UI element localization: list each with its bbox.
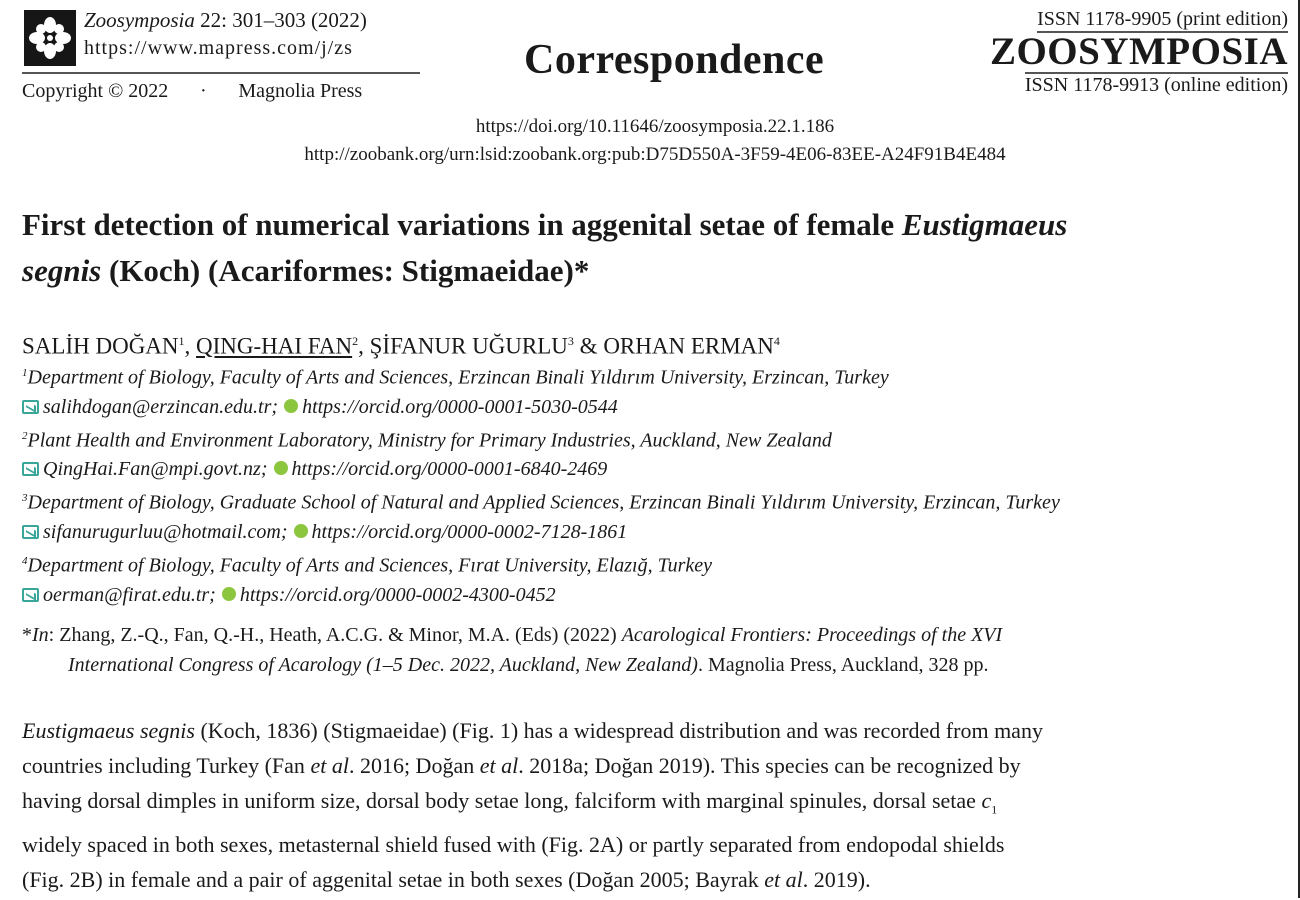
author-separator: & xyxy=(573,333,604,359)
footnote-text: . Magnolia Press, Auckland, 328 pp. xyxy=(697,654,989,676)
email-link[interactable]: sifanurugurluu@hotmail.com; xyxy=(43,520,288,543)
affiliation-text: Department of Biology, Faculty of Arts and Sciences, Fırat University, Elazığ, Turkey xyxy=(27,554,713,577)
orcid-icon xyxy=(274,461,288,475)
affiliations xyxy=(22,359,1290,610)
contact-line xyxy=(22,581,1290,610)
footnote-line xyxy=(22,650,1290,680)
paragraph-line xyxy=(22,862,1290,897)
affiliation-line xyxy=(22,422,1290,456)
header-divider xyxy=(22,72,420,74)
title-text: First detection of numerical variations in aggenital setae of female xyxy=(22,207,902,242)
zoobank-link[interactable]: http://zoobank.org/urn:lsid:zoobank.org:pub:D75D550A-3F59-4E06-83EE-A24F91B4E484 xyxy=(304,144,1006,165)
affiliation-sup: 3 xyxy=(22,492,28,505)
paragraph-text: . 2018a; Doğan 2019). This species can be recognized by xyxy=(518,753,1021,778)
doi-link[interactable]: https://doi.org/10.11646/zoosymposia.22.1.186 xyxy=(475,116,835,137)
publisher-name: Magnolia Press xyxy=(238,80,363,102)
author-name: ORHAN ERMAN xyxy=(603,333,774,359)
affiliation-text: Department of Biology, Graduate School of Natural and Applied Sciences, Erzincan Binali Yıldırım University, Erzincan, Turkey xyxy=(27,491,1060,514)
email-link[interactable]: oerman@firat.edu.tr; xyxy=(43,583,216,606)
email-icon xyxy=(22,400,39,414)
seta-symbol: c xyxy=(981,788,992,813)
copyright-line xyxy=(22,78,362,104)
contact-line xyxy=(22,518,1290,547)
affiliation-sup: 2 xyxy=(22,429,28,442)
et-al: et al xyxy=(479,753,519,778)
paragraph-line xyxy=(22,713,1290,748)
paragraph-text: . 2019). xyxy=(802,867,871,893)
author-affil-sup: 2 xyxy=(352,334,359,348)
author-affil-sup: 3 xyxy=(567,334,574,348)
email-icon xyxy=(22,462,39,476)
paragraph-line xyxy=(22,827,1290,862)
affiliation-sup: 1 xyxy=(22,367,28,379)
paragraph-line xyxy=(22,748,1290,783)
author-separator: , xyxy=(184,333,197,359)
orcid-link[interactable]: https://orcid.org/0000-0002-4300-0452 xyxy=(239,583,556,606)
journal-info xyxy=(84,6,367,62)
contact-line xyxy=(22,393,1290,422)
orcid-link[interactable]: https://orcid.org/0000-0001-6840-2469 xyxy=(291,458,608,481)
author-name-corresponding: QING-HAI FAN xyxy=(196,333,353,359)
paragraph-text: having dorsal dimples in uniform size, dorsal body setae long, falciform with marginal spinules, dorsal setae xyxy=(22,788,982,813)
copyright-text: Copyright © 2022 xyxy=(22,80,169,102)
flower-icon xyxy=(24,10,76,66)
page-header xyxy=(22,6,1290,106)
journal-name: Zoosymposia xyxy=(84,8,195,32)
issn-print: ISSN 1178-9905 (print edition) xyxy=(1037,8,1288,33)
species-name: Eustigmaeus segnis xyxy=(22,718,195,743)
author-separator: , xyxy=(358,333,370,359)
footnote-book-title: International Congress of Acarology (1–5 Dec. 2022, Auckland, New Zealand) xyxy=(68,654,698,676)
issn-block xyxy=(978,6,1288,98)
issn-online: ISSN 1178-9913 (online edition) xyxy=(1024,74,1288,96)
journal-citation xyxy=(84,6,367,34)
footnote-in-label: In xyxy=(32,624,49,646)
author-list xyxy=(22,326,780,362)
identifiers xyxy=(0,113,1300,169)
affiliation-text: Plant Health and Environment Laboratory, Ministry for Primary Industries, Auckland, New Zealand xyxy=(27,429,832,452)
paragraph-text: (Fig. 2B) in female and a pair of aggenital setae in both sexes (Doğan 2005; Bayrak xyxy=(22,867,765,893)
body-paragraph xyxy=(22,713,1290,897)
orcid-link[interactable]: https://orcid.org/0000-0001-5030-0544 xyxy=(302,395,618,418)
article-title xyxy=(22,202,1290,294)
title-suffix: (Koch) (Acariformes: Stigmaeidae)* xyxy=(101,253,590,288)
contact-line xyxy=(22,455,1290,484)
separator-dot: · xyxy=(199,80,207,102)
affiliation-text: Department of Biology, Faculty of Arts and Sciences, Erzincan Binali Yıldırım University, Erzincan, Turkey xyxy=(27,366,889,389)
email-link[interactable]: salihdogan@erzincan.edu.tr; xyxy=(43,395,279,418)
paragraph-line xyxy=(22,783,1290,827)
author-name: SALİH DOĞAN xyxy=(22,333,179,359)
et-al: et al xyxy=(764,867,803,893)
title-species: segnis xyxy=(22,253,102,288)
footnote-text: : Zhang, Z.-Q., Fan, Q.-H., Heath, A.C.G. & Minor, M.A. (Eds) (2022) xyxy=(48,624,622,646)
title-genus: Eustigmaeus xyxy=(901,207,1068,242)
affiliation-line xyxy=(22,547,1290,581)
email-icon xyxy=(22,525,39,539)
email-link[interactable]: QingHai.Fan@mpi.govt.nz; xyxy=(43,458,268,481)
footnote-line xyxy=(22,620,1290,650)
orcid-icon xyxy=(294,524,308,538)
et-al: et al xyxy=(310,753,349,778)
orcid-icon xyxy=(222,587,236,601)
footnote xyxy=(22,620,1290,680)
journal-url[interactable]: https://www.mapress.com/j/zs xyxy=(84,37,353,59)
author-name: ŞİFANUR UĞURLU xyxy=(369,333,568,359)
footnote-marker: * xyxy=(22,624,32,646)
footnote-book-title: Acarological Frontiers: Proceedings of the XVI xyxy=(621,624,1003,646)
citation-volume: 22: 301–303 (2022) xyxy=(194,8,367,32)
orcid-icon xyxy=(284,399,298,413)
paragraph-text: (Koch, 1836) (Stigmaeidae) (Fig. 1) has a widespread distribution and was recorded from many xyxy=(194,718,1043,743)
seta-subscript: 1 xyxy=(991,802,998,817)
affiliation-sup: 4 xyxy=(22,554,28,567)
orcid-link[interactable]: https://orcid.org/0000-0002-7128-1861 xyxy=(311,520,628,543)
email-icon xyxy=(22,588,39,602)
affiliation-line xyxy=(22,484,1290,518)
journal-title: ZOOSYMPOSIA xyxy=(989,30,1288,73)
affiliation-line xyxy=(22,359,1290,393)
author-affil-sup: 4 xyxy=(773,334,780,348)
paragraph-text: widely spaced in both sexes, metasternal shield fused with (Fig. 2A) or partly separated from endopodal shields xyxy=(22,832,1005,858)
author-affil-sup: 1 xyxy=(178,334,185,348)
paragraph-text: countries including Turkey (Fan xyxy=(22,753,311,778)
journal-logo xyxy=(24,10,76,66)
section-title: Correspondence xyxy=(524,37,825,83)
paragraph-text: . 2016; Doğan xyxy=(348,753,480,778)
